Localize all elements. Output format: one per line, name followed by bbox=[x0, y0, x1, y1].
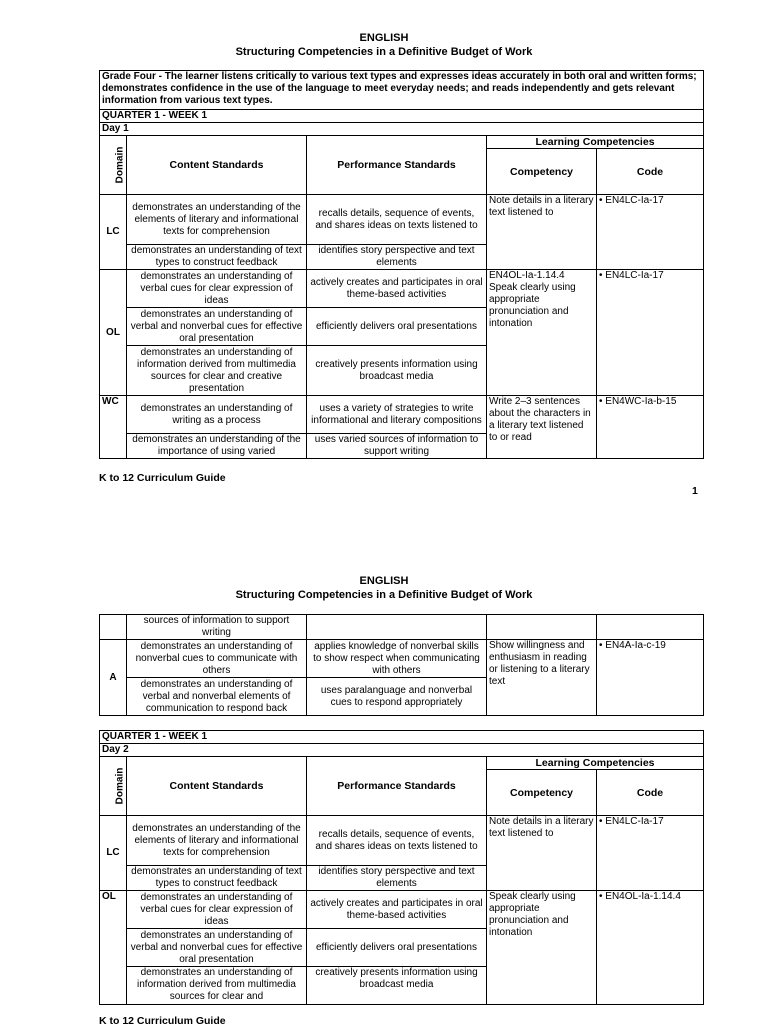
performance-standard: identifies story perspective and text elements bbox=[307, 866, 487, 891]
document-subject: ENGLISH bbox=[359, 575, 409, 587]
performance-standard: recalls details, sequence of events, and shares ideas on texts listened to bbox=[307, 195, 487, 245]
domain-lc: LC bbox=[100, 195, 127, 270]
performance-standard: applies knowledge of nonverbal skills to show respect when communicating with others bbox=[307, 640, 487, 678]
domain-ol: OL bbox=[100, 891, 127, 1005]
document-subtitle: Structuring Competencies in a Definitive Budget of Work bbox=[235, 46, 533, 58]
domain-header: Domain bbox=[100, 757, 127, 816]
performance-standard: identifies story perspective and text elements bbox=[307, 245, 487, 270]
budget-table-day1 bbox=[99, 70, 704, 459]
content-standard: demonstrates an understanding of verbal and nonverbal elements of communication to respond back bbox=[127, 678, 307, 716]
performance-standards-header: Performance Standards bbox=[307, 757, 487, 816]
content-standard: demonstrates an understanding of verbal and nonverbal cues for effective oral presentation bbox=[127, 929, 307, 967]
footer-label: K to 12 Curriculum Guide bbox=[99, 472, 226, 484]
content-standard: demonstrates an understanding of verbal cues for clear expression of ideas bbox=[127, 891, 307, 929]
domain-wc: WC bbox=[100, 396, 127, 459]
performance-standard: creatively presents information using broadcast media bbox=[307, 346, 487, 396]
code-cell: • EN4LC-Ia-17 bbox=[597, 816, 704, 891]
learning-competencies-header: Learning Competencies bbox=[487, 136, 704, 149]
performance-standard: uses paralanguage and nonverbal cues to respond appropriately bbox=[307, 678, 487, 716]
content-standard: demonstrates an understanding of text types to construct feedback bbox=[127, 245, 307, 270]
code-cell: • EN4A-Ia-c-19 bbox=[597, 640, 704, 716]
domain-ol: OL bbox=[100, 270, 127, 396]
quarter-label: QUARTER 1 - WEEK 1 bbox=[100, 110, 704, 123]
document-subject: ENGLISH bbox=[359, 32, 409, 44]
learning-competencies-header: Learning Competencies bbox=[487, 757, 704, 770]
budget-table-day2 bbox=[99, 730, 704, 1005]
content-standard: demonstrates an understanding of nonverbal cues to communicate with others bbox=[127, 640, 307, 678]
competency-cell: Write 2–3 sentences about the characters in a literary text listened to or read bbox=[487, 396, 597, 459]
content-standard: demonstrates an understanding of text types to construct feedback bbox=[127, 866, 307, 891]
competency-cell: Speak clearly using appropriate pronunciation and intonation bbox=[487, 891, 597, 1005]
code-cell: • EN4LC-Ia-17 bbox=[597, 195, 704, 270]
performance-standard: recalls details, sequence of events, and shares ideas on texts listened to bbox=[307, 816, 487, 866]
performance-standard: uses varied sources of information to support writing bbox=[307, 434, 487, 459]
code-header: Code bbox=[597, 770, 704, 816]
content-standard: demonstrates an understanding of writing as a process bbox=[127, 396, 307, 434]
grade-description: Grade Four - The learner listens critically to various text types and expresses ideas accurately in both oral and written forms; demonstrates confidence in the use of the language to meet everyday needs; and reads independently and gets relevant information from various text types. bbox=[100, 71, 704, 110]
code-cell: • EN4LC-Ia-17 bbox=[597, 270, 704, 396]
domain-a: A bbox=[100, 640, 127, 716]
content-standard: sources of information to support writing bbox=[127, 615, 307, 640]
performance-standard: actively creates and participates in oral theme-based activities bbox=[307, 270, 487, 308]
performance-standard: efficiently delivers oral presentations bbox=[307, 929, 487, 967]
content-standard: demonstrates an understanding of verbal cues for clear expression of ideas bbox=[127, 270, 307, 308]
day-label: Day 1 bbox=[100, 123, 704, 136]
day-label: Day 2 bbox=[100, 744, 704, 757]
content-standard: demonstrates an understanding of information derived from multimedia sources for clear and creative presentation bbox=[127, 346, 307, 396]
content-standard: demonstrates an understanding of the elements of literary and informational texts for comprehension bbox=[127, 816, 307, 866]
content-standard: demonstrates an understanding of verbal and nonverbal cues for effective oral presentation bbox=[127, 308, 307, 346]
content-standard: demonstrates an understanding of information derived from multimedia sources for clear and bbox=[127, 967, 307, 1005]
quarter-label: QUARTER 1 - WEEK 1 bbox=[100, 731, 704, 744]
competency-cell: Note details in a literary text listened to bbox=[487, 816, 597, 891]
performance-standards-header: Performance Standards bbox=[307, 136, 487, 195]
performance-standard: uses a variety of strategies to write informational and literary compositions bbox=[307, 396, 487, 434]
document-subtitle: Structuring Competencies in a Definitive Budget of Work bbox=[235, 589, 533, 601]
domain-lc: LC bbox=[100, 816, 127, 891]
competency-cell: Note details in a literary text listened to bbox=[487, 195, 597, 270]
code-cell: • EN4OL-Ia-1.14.4 bbox=[597, 891, 704, 1005]
competency-cell: EN4OL-Ia-1.14.4 Speak clearly using appropriate pronunciation and intonation bbox=[487, 270, 597, 396]
performance-standard: creatively presents information using broadcast media bbox=[307, 967, 487, 1005]
code-header: Code bbox=[597, 149, 704, 195]
domain-header: Domain bbox=[100, 136, 127, 195]
page-number: 1 bbox=[692, 485, 698, 497]
competency-cell: Show willingness and enthusiasm in reading or listening to a literary text bbox=[487, 640, 597, 716]
content-standards-header: Content Standards bbox=[127, 757, 307, 816]
performance-standard: efficiently delivers oral presentations bbox=[307, 308, 487, 346]
content-standard: demonstrates an understanding of the importance of using varied bbox=[127, 434, 307, 459]
budget-table-continued bbox=[99, 614, 704, 716]
competency-header: Competency bbox=[487, 149, 597, 195]
content-standards-header: Content Standards bbox=[127, 136, 307, 195]
performance-standard: actively creates and participates in oral theme-based activities bbox=[307, 891, 487, 929]
footer-label: K to 12 Curriculum Guide bbox=[99, 1015, 226, 1027]
content-standard: demonstrates an understanding of the elements of literary and informational texts for comprehension bbox=[127, 195, 307, 245]
code-cell: • EN4WC-Ia-b-15 bbox=[597, 396, 704, 459]
competency-header: Competency bbox=[487, 770, 597, 816]
